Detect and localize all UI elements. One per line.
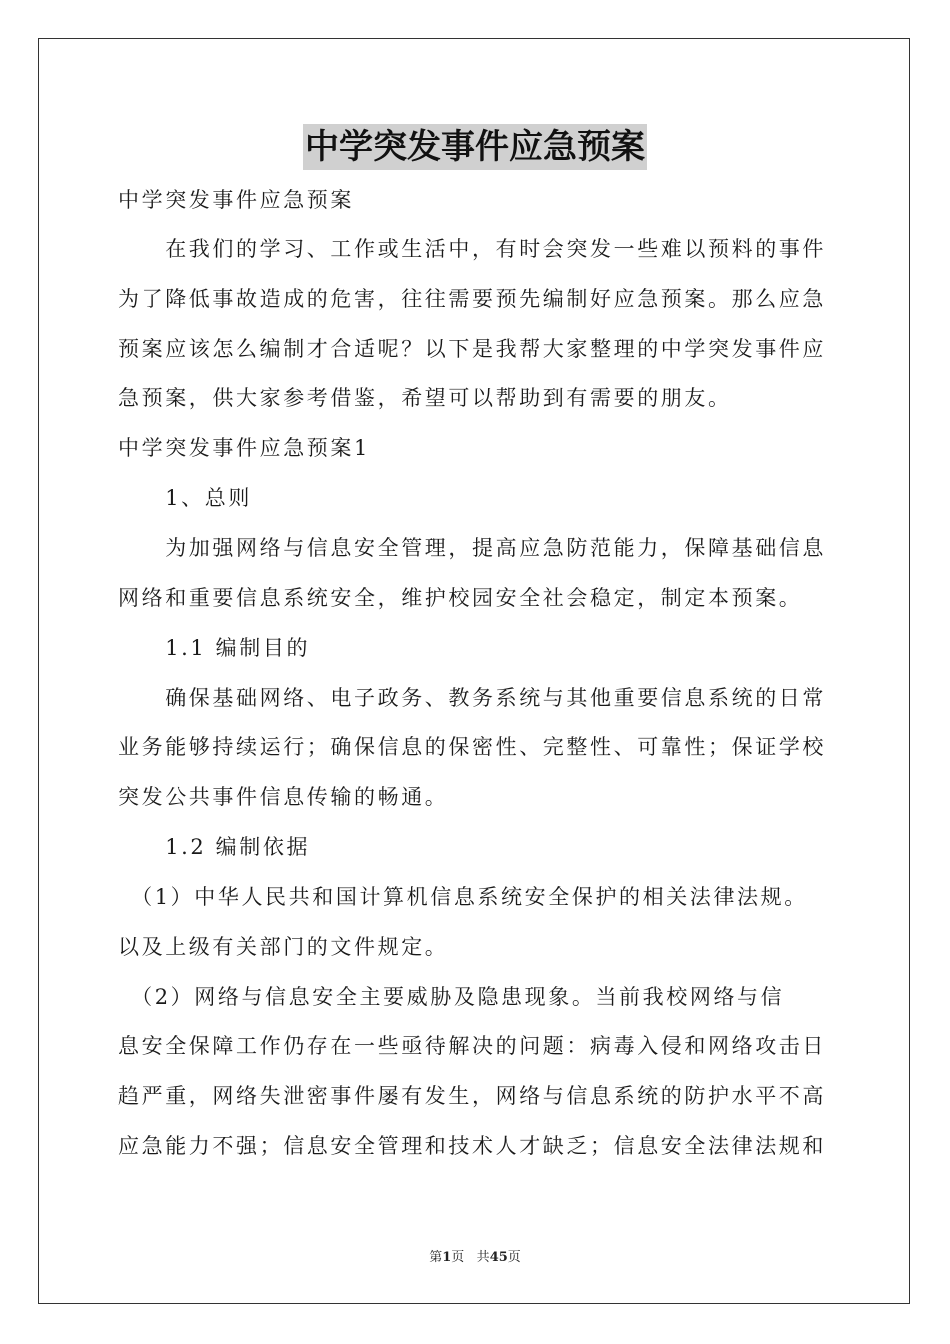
paragraph-line: 以及上级有关部门的文件规定。 xyxy=(118,935,449,959)
paragraph-line: 趋严重，网络失泄密事件屡有发生，网络与信息系统的防护水平不高 xyxy=(118,1084,826,1108)
paragraph-line: 为加强网络与信息安全管理，提高应急防范能力，保障基础信息 xyxy=(118,536,826,560)
page-border xyxy=(38,38,910,1304)
paragraph-line: 息安全保障工作仍存在一些亟待解决的问题：病毒入侵和网络攻击日 xyxy=(118,1034,826,1058)
section-heading: 1.1 编制目的 xyxy=(118,636,311,660)
paragraph-line: （1）中华人民共和国计算机信息系统安全保护的相关法律法规。 xyxy=(118,885,808,909)
total-prefix: 共 xyxy=(476,1250,490,1265)
page-number: 1 xyxy=(442,1250,452,1265)
subtitle-line: 中学突发事件应急预案 xyxy=(118,188,354,212)
paragraph-line: 业务能够持续运行；确保信息的保密性、完整性、可靠性；保证学校 xyxy=(118,735,826,759)
paragraph-line: 为了降低事故造成的危害，往往需要预先编制好应急预案。那么应急 xyxy=(118,287,826,311)
title-container xyxy=(0,124,950,170)
paragraph-line: 在我们的学习、工作或生活中，有时会突发一些难以预料的事件 xyxy=(118,237,826,261)
section-heading: 1、总则 xyxy=(118,486,252,510)
paragraph-line: （2）网络与信息安全主要威胁及隐患现象。当前我校网络与信 xyxy=(118,985,785,1009)
paragraph-line: 确保基础网络、电子政务、教务系统与其他重要信息系统的日常 xyxy=(118,686,826,710)
page-prefix: 第 xyxy=(429,1250,443,1265)
page-suffix: 页 xyxy=(451,1250,465,1265)
total-suffix: 页 xyxy=(507,1250,521,1265)
section-heading: 中学突发事件应急预案1 xyxy=(118,436,370,460)
total-pages: 45 xyxy=(489,1250,508,1265)
paragraph-line: 突发公共事件信息传输的畅通。 xyxy=(118,785,449,809)
paragraph-line: 网络和重要信息系统安全，维护校园安全社会稳定，制定本预案。 xyxy=(118,586,803,610)
page-footer xyxy=(0,1246,950,1265)
document-title: 中学突发事件应急预案 xyxy=(303,124,647,170)
paragraph-line: 急预案，供大家参考借鉴，希望可以帮助到有需要的朋友。 xyxy=(118,386,732,410)
paragraph-line: 应急能力不强；信息安全管理和技术人才缺乏；信息安全法律法规和 xyxy=(118,1134,826,1158)
section-heading: 1.2 编制依据 xyxy=(118,835,311,859)
paragraph-line: 预案应该怎么编制才合适呢？以下是我帮大家整理的中学突发事件应 xyxy=(118,337,826,361)
